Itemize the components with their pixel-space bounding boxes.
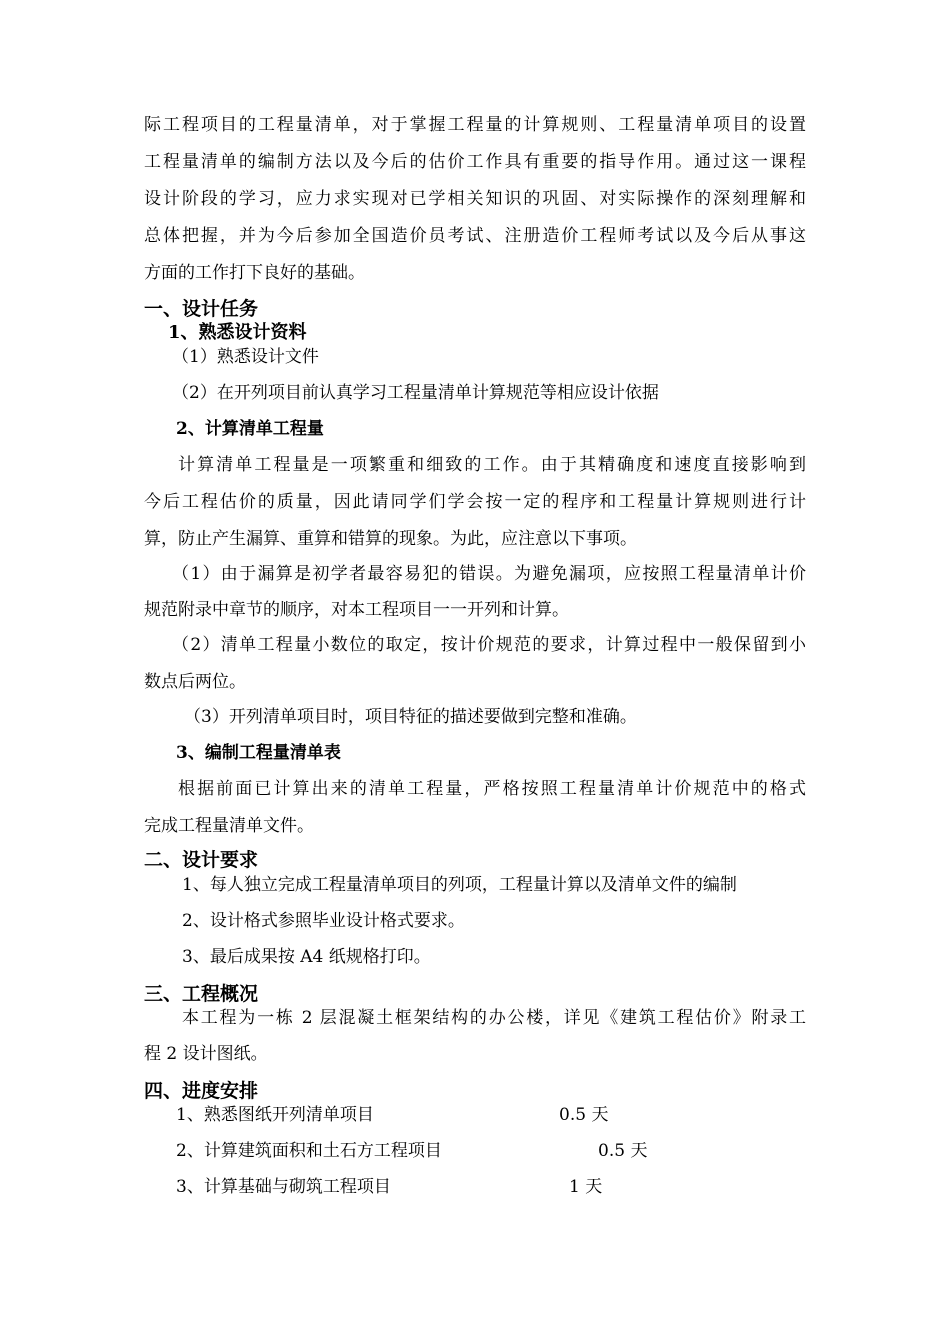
sub3-para-line-1: 根据前面已计算出来的清单工程量，严格按照工程量清单计价规范中的格式 [178,779,806,799]
schedule-task-1: 1、熟悉图纸开列清单项目 [176,1105,374,1125]
sub1-item-2: （2）在开列项目前认真学习工程量清单计算规范等相应设计依据 [172,383,659,403]
sub2-para-line-1: 计算清单工程量是一项繁重和细致的工作。由于其精确度和速度直接影响到 [178,455,806,475]
requirement-2: 2、设计格式参照毕业设计格式要求。 [182,911,465,931]
schedule-duration-2: 0.5 天 [598,1141,648,1161]
section-4-title: 四、进度安排 [144,1080,259,1102]
note-2-line-2: 数点后两位。 [144,672,246,692]
schedule-task-2: 2、计算建筑面积和土石方工程项目 [176,1141,442,1161]
sub2-para-line-2: 今后工程估价的质量，因此请同学们学会按一定的程序和工程量计算规则进行计 [144,492,806,512]
subsection-3-title: 3、编制工程量清单表 [176,743,341,763]
subsection-1-title: 1、熟悉设计资料 [168,322,307,343]
note-1-line-1: （1）由于漏算是初学者最容易犯的错误。为避免漏项，应按照工程量清单计价 [172,564,806,584]
sub2-para-line-3: 算，防止产生漏算、重算和错算的现象。为此，应注意以下事项。 [144,529,637,549]
intro-line-5: 方面的工作打下良好的基础。 [144,263,365,283]
requirement-3: 3、最后成果按 A4 纸规格打印。 [182,947,431,967]
requirement-1: 1、每人独立完成工程量清单项目的列项，工程量计算以及清单文件的编制 [182,875,737,895]
note-2-line-1: （2）清单工程量小数位的取定，按计价规范的要求，计算过程中一般保留到小 [172,635,806,655]
intro-line-3: 设计阶段的学习，应力求实现对已学相关知识的巩固、对实际操作的深刻理解和 [144,189,806,209]
sub3-para-line-2: 完成工程量清单文件。 [144,816,314,836]
subsection-2-title: 2、计算清单工程量 [176,419,324,439]
intro-line-4: 总体把握，并为今后参加全国造价员考试、注册造价工程师考试以及今后从事这 [144,226,806,246]
note-3: （3）开列清单项目时，项目特征的描述要做到完整和准确。 [184,707,637,727]
overview-line-2: 程 2 设计图纸。 [144,1044,268,1064]
intro-line-2: 工程量清单的编制方法以及今后的估价工作具有重要的指导作用。通过这一课程 [144,152,806,172]
overview-line-1: 本工程为一栋 2 层混凝土框架结构的办公楼，详见《建筑工程估价》附录工 [182,1008,806,1028]
section-3-title: 三、工程概况 [144,983,259,1005]
schedule-duration-1: 0.5 天 [559,1105,609,1125]
sub1-item-1: （1）熟悉设计文件 [172,347,319,367]
schedule-duration-3: 1 天 [569,1177,603,1197]
intro-line-1: 际工程项目的工程量清单，对于掌握工程量的计算规则、工程量清单项目的设置 [144,115,806,135]
section-1-title: 一、设计任务 [144,298,259,320]
schedule-task-3: 3、计算基础与砌筑工程项目 [176,1177,391,1197]
note-1-line-2: 规范附录中章节的顺序，对本工程项目一一开列和计算。 [144,600,569,620]
section-2-title: 二、设计要求 [144,849,259,871]
